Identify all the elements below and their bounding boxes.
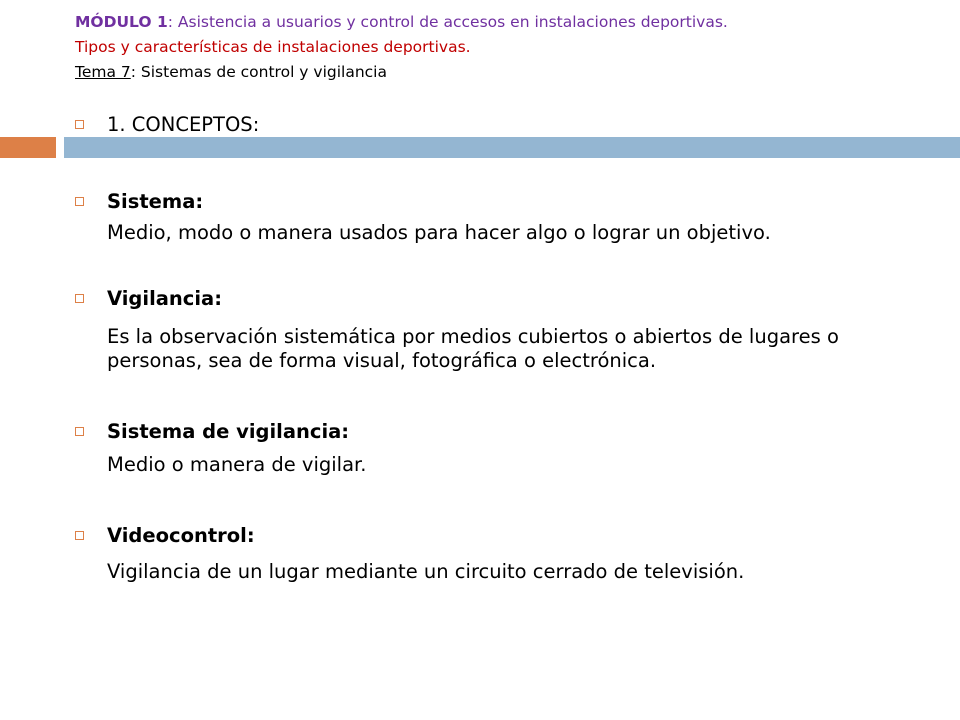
accent-bar-orange [0,137,56,158]
subtitle-line: Tipos y características de instalaciones deportivas. [75,38,471,56]
square-bullet-icon [75,531,84,540]
accent-bar-blue [64,137,960,158]
item-title: Sistema de vigilancia: [107,420,350,443]
item-text: Vigilancia de un lugar mediante un circuito cerrado de televisión. [107,560,745,583]
square-bullet-icon [75,427,84,436]
item-text: Medio o manera de vigilar. [107,453,367,476]
module-text: : Asistencia a usuarios y control de accesos en instalaciones deportivas. [167,13,728,31]
item-text: Medio, modo o manera usados para hacer algo o lograr un objetivo. [107,221,771,244]
slide-header [75,10,945,85]
item-text: Es la observación sistemática por medios cubiertos o abiertos de lugares o personas, sea de forma visual, fotográfica o electrónica. [107,325,839,372]
list-item [75,420,349,444]
list-item [75,287,222,311]
module-line [75,10,945,35]
section-heading: 1. CONCEPTOS: [107,113,260,136]
item-title: Vigilancia: [107,287,223,310]
module-label: MÓDULO 1 [75,13,168,31]
list-item [75,524,255,548]
item-title: Sistema: [107,190,204,213]
item-title: Videocontrol: [107,524,255,547]
topic-label: Tema 7 [75,63,131,81]
list-item [75,190,203,214]
square-bullet-icon [75,294,84,303]
topic-line [75,60,945,85]
square-bullet-icon [75,197,84,206]
topic-text: : Sistemas de control y vigilancia [130,63,387,81]
square-bullet-icon [75,120,84,129]
section-heading-row [75,113,259,137]
